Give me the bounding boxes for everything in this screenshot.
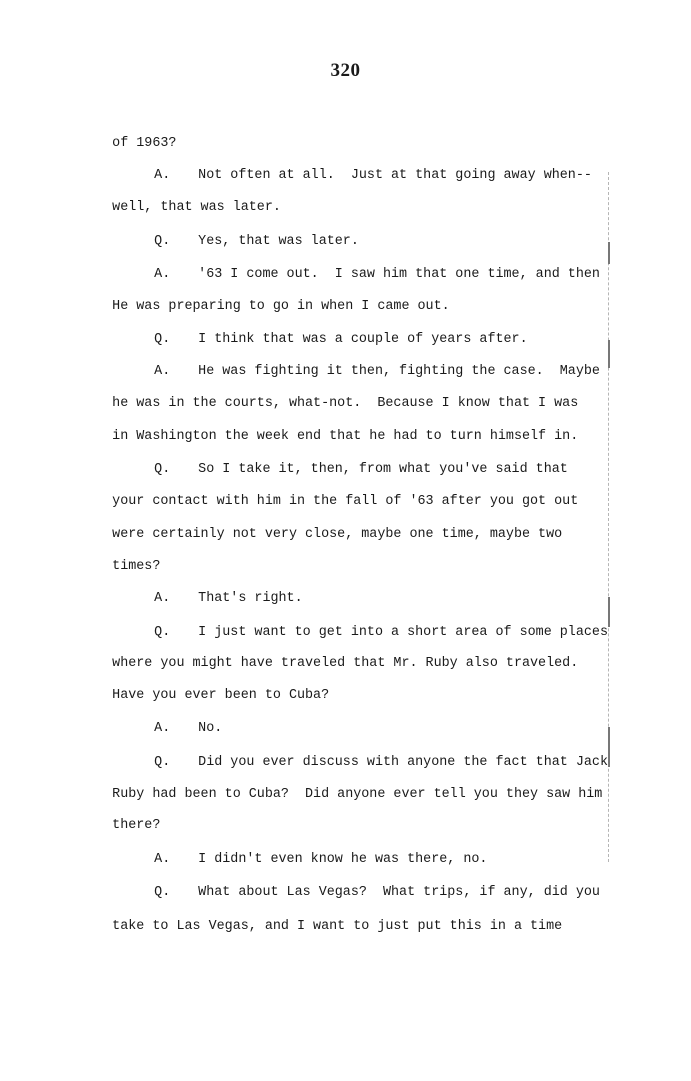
transcript-line <box>80 540 161 574</box>
line-text: take to Las Vegas, and I want to just put this in a time <box>112 919 563 934</box>
transcript-line <box>80 280 450 314</box>
transcript-line <box>80 475 579 509</box>
transcript-line <box>80 181 281 215</box>
line-text: Not often at all. Just at that going away when-- <box>198 168 592 183</box>
line-text: Ruby had been to Cuba? Did anyone ever tell you they saw him <box>112 787 603 802</box>
line-text: there? <box>112 818 161 833</box>
speaker-label: Q. <box>154 462 171 477</box>
speaker-label: Q. <box>154 885 171 900</box>
line-text: well, that was later. <box>112 200 281 215</box>
transcript-line <box>122 215 359 249</box>
transcript-line <box>80 377 579 411</box>
transcript-line <box>122 149 592 183</box>
line-text: Have you ever been to Cuba? <box>112 688 330 703</box>
speaker-label: Q. <box>154 234 171 249</box>
line-text: he was in the courts, what-not. Because I know that I was <box>112 396 579 411</box>
transcript-line <box>122 833 488 867</box>
speaker-label: A. <box>154 168 171 183</box>
transcript-line <box>80 637 579 671</box>
line-text: I just want to get into a short area of some places <box>198 625 608 640</box>
speaker-label: Q. <box>154 755 171 770</box>
transcript-line <box>80 669 330 703</box>
line-text: He was fighting it then, fighting the case. Maybe <box>198 364 600 379</box>
transcript-line <box>122 736 608 770</box>
speaker-label: Q. <box>154 625 171 640</box>
transcript-line <box>80 900 563 934</box>
line-text: in Washington the week end that he had to turn himself in. <box>112 429 579 444</box>
line-text: That's right. <box>198 591 303 606</box>
transcript-line <box>122 345 600 379</box>
transcript-line <box>80 410 579 444</box>
line-text: where you might have traveled that Mr. Ruby also traveled. <box>112 656 579 671</box>
line-text: No. <box>198 721 223 736</box>
transcript-line <box>122 572 303 606</box>
line-text: Did you ever discuss with anyone the fact that Jack <box>198 755 608 770</box>
line-text: I think that was a couple of years after. <box>198 332 528 347</box>
line-text: I didn't even know he was there, no. <box>198 852 488 867</box>
transcript-line <box>122 702 223 736</box>
speaker-label: A. <box>154 721 171 736</box>
transcript-line <box>122 248 600 282</box>
speaker-label: Q. <box>154 332 171 347</box>
line-text: of 1963? <box>112 136 177 151</box>
speaker-label: A. <box>154 364 171 379</box>
line-text: What about Las Vegas? What trips, if any, did you <box>198 885 600 900</box>
transcript-line <box>122 866 600 900</box>
transcript-line <box>80 768 603 802</box>
transcript-line <box>80 799 161 833</box>
transcript-line <box>80 117 177 151</box>
line-text: your contact with him in the fall of '63 after you got out <box>112 494 579 509</box>
line-text: So I take it, then, from what you've said that <box>198 462 568 477</box>
page-number: 320 <box>330 60 361 81</box>
line-text: '63 I come out. I saw him that one time, and then <box>198 267 600 282</box>
line-text: Yes, that was later. <box>198 234 359 249</box>
margin-line <box>608 172 609 862</box>
line-text: He was preparing to go in when I came out. <box>112 299 450 314</box>
transcript-line <box>122 313 528 347</box>
speaker-label: A. <box>154 267 171 282</box>
transcript-line <box>80 508 563 542</box>
line-text: were certainly not very close, maybe one time, maybe two <box>112 527 563 542</box>
speaker-label: A. <box>154 591 171 606</box>
line-text: times? <box>112 559 161 574</box>
transcript-line <box>122 606 608 640</box>
transcript-line <box>122 443 568 477</box>
speaker-label: A. <box>154 852 171 867</box>
